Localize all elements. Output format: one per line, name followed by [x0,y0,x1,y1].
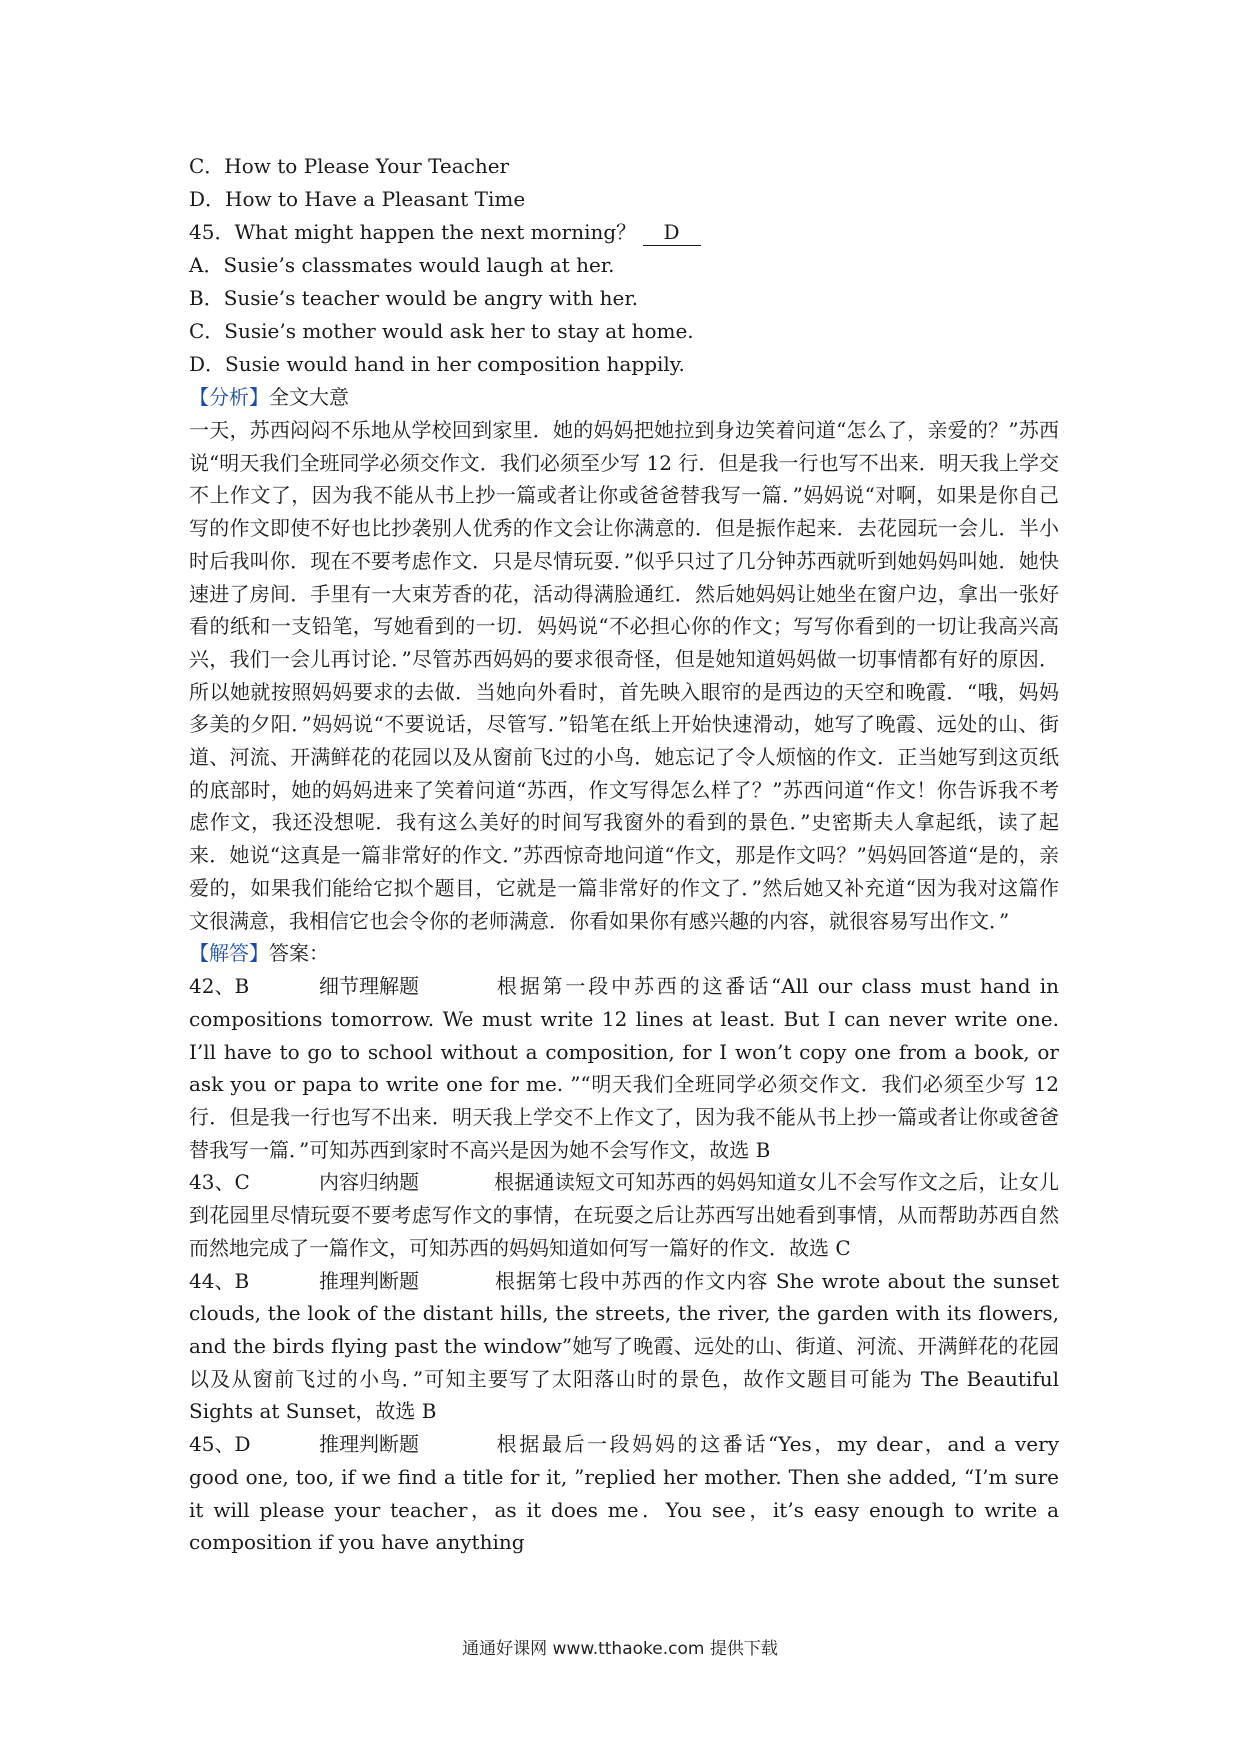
solution-num: 43、C [189,1170,250,1195]
solution-type: 细节理解题 [319,974,419,999]
q45-option-d: D．Susie would hand in her composition happily. [189,352,685,376]
analysis-title: 全文大意 [269,385,349,409]
solution-item [189,1265,1059,1429]
solution-num: 44、B [189,1268,250,1293]
solution-title: 答案： [269,941,329,966]
q45-option-b: B．Susie’s teacher would be angry with her. [189,286,639,310]
question-45-text: 45．What might happen the next morning？ [189,220,637,244]
analysis-mark: 【分析】 [189,385,269,409]
solution-text: 根据第七段中苏西的作文内容 She wrote about the sunset clouds, the look of the distant hills, the streets, the river, the garden with its flowers, and the birds flying past the window”她写了晚霞、远处的山、街道、河流、开满鲜花的花园以及从窗前飞过的小鸟．”可知主要写了太阳落山时的景色，故作文题目可能为 The Beautiful Sights at Sunset，故选 B [189,1268,1059,1424]
solution-type: 推理判断题 [319,1432,419,1457]
question-45 [189,216,1059,249]
page-footer: 通通好课网 www.tthaoke.com 提供下载 [462,1639,778,1659]
question-45-answer: D [643,219,701,246]
analysis-heading [189,381,1059,414]
solution-text: 根据第一段中苏西的这番话“All our class must hand in compositions tomorrow. We must write 12 lines at least. But I can never write one. I’ll have to go to school without a composition, for I won’t copy one from a book, or ask you or papa to write one for me. ”“明天我们全班同学必须交作文．我们必须至少写 12 行．但是我一行也写不出来．明天我上学交不上作文了，因为我不能从书上抄一篇或者让你或爸爸替我写一篇．”可知苏西到家时不高兴是因为她不会写作文，故选 B [189,974,1059,1162]
solution-mark: 【解答】 [189,941,269,966]
solution-item [189,1166,1059,1264]
solution-num: 42、B [189,974,250,999]
analysis-text: 一天，苏西闷闷不乐地从学校回到家里．她的妈妈把她拉到身边笑着问道“怎么了，亲爱的？”苏西说“明天我们全班同学必须交作文．我们必须至少写 12 行．但是我一行也写不出来．明天我上学交不上作文了，因为我不能从书上抄一篇或者让你或爸爸替我写一篇．”妈妈说“对啊，如果是你自己写的作文即使不好也比抄袭别人优秀的作文会让你满意的．但是振作起来．去花园玩一会儿．半小时后我叫你．现在不要考虑作文．只是尽情玩耍．”似乎只过了几分钟苏西就听到她妈妈叫她．她快速进了房间．手里有一大束芳香的花，活动得满脸通红．然后她妈妈让她坐在窗户边，拿出一张好看的纸和一支铅笔，写她看到的一切．妈妈说“不必担心你的作文；写写你看到的一切让我高兴高兴，我们一会儿再讨论．”尽管苏西妈妈的要求很奇怪，但是她知道妈妈做一切事情都有好的原因．所以她就按照妈妈要求的去做．当她向外看时，首先映入眼帘的是西边的天空和晚霞．“哦，妈妈多美的夕阳．”妈妈说“不要说话，尽管写．”铅笔在纸上开始快速滑动，她写了晚霞、远处的山、街道、河流、开满鲜花的花园以及从窗前飞过的小鸟．她忘记了令人烦恼的作文．正当她写到这页纸的底部时，她的妈妈进来了笑着问道“苏西，作文写得怎么样了？”苏西问道“作文！你告诉我不考虑作文，我还没想呢．我有这么美好的时间写我窗外的看到的景色．”史密斯夫人拿起纸，读了起来．她说“这真是一篇非常好的作文．”苏西惊奇地问道“作文，那是作文吗？”妈妈回答道“是的，亲爱的，如果我们能给它拟个题目，它就是一篇非常好的作文了．”然后她又补充道“因为我对这篇作文很满意，我相信它也会令你的老师满意．你看如果你有感兴趣的内容，就很容易写出作文．” [189,418,1059,933]
solution-text: 根据通读短文可知苏西的妈妈知道女儿不会写作文之后，让女儿到花园里尽情玩耍不要考虑写作文的事情，在玩耍之后让苏西写出她看到事情，从而帮助苏西自然而然地完成了一篇作文，可知苏西的妈妈知道如何写一篇好的作文．故选 C [189,1170,1059,1260]
solution-item [189,1428,1059,1559]
option-c: C．How to Please Your Teacher [189,154,510,178]
solution-type: 推理判断题 [319,1268,419,1293]
solution-num: 45、D [189,1432,251,1457]
option-d: D．How to Have a Pleasant Time [189,187,526,211]
solution-type: 内容归纳题 [319,1170,419,1195]
q45-option-c: C．Susie’s mother would ask her to stay at home. [189,319,694,343]
q45-option-a: A．Susie’s classmates would laugh at her. [189,253,615,277]
solution-item [189,970,1059,1166]
solution-text: 根据最后一段妈妈的这番话“Yes，my dear，and a very good one, too, if we find a title for it, ”replied her mother. Then she added, “I’m sure it will please your teacher，as it does me．You see，it’s easy enough to write a composition if you have anything [189,1432,1059,1555]
solution-heading [189,937,1059,970]
document-page [189,150,1059,1559]
